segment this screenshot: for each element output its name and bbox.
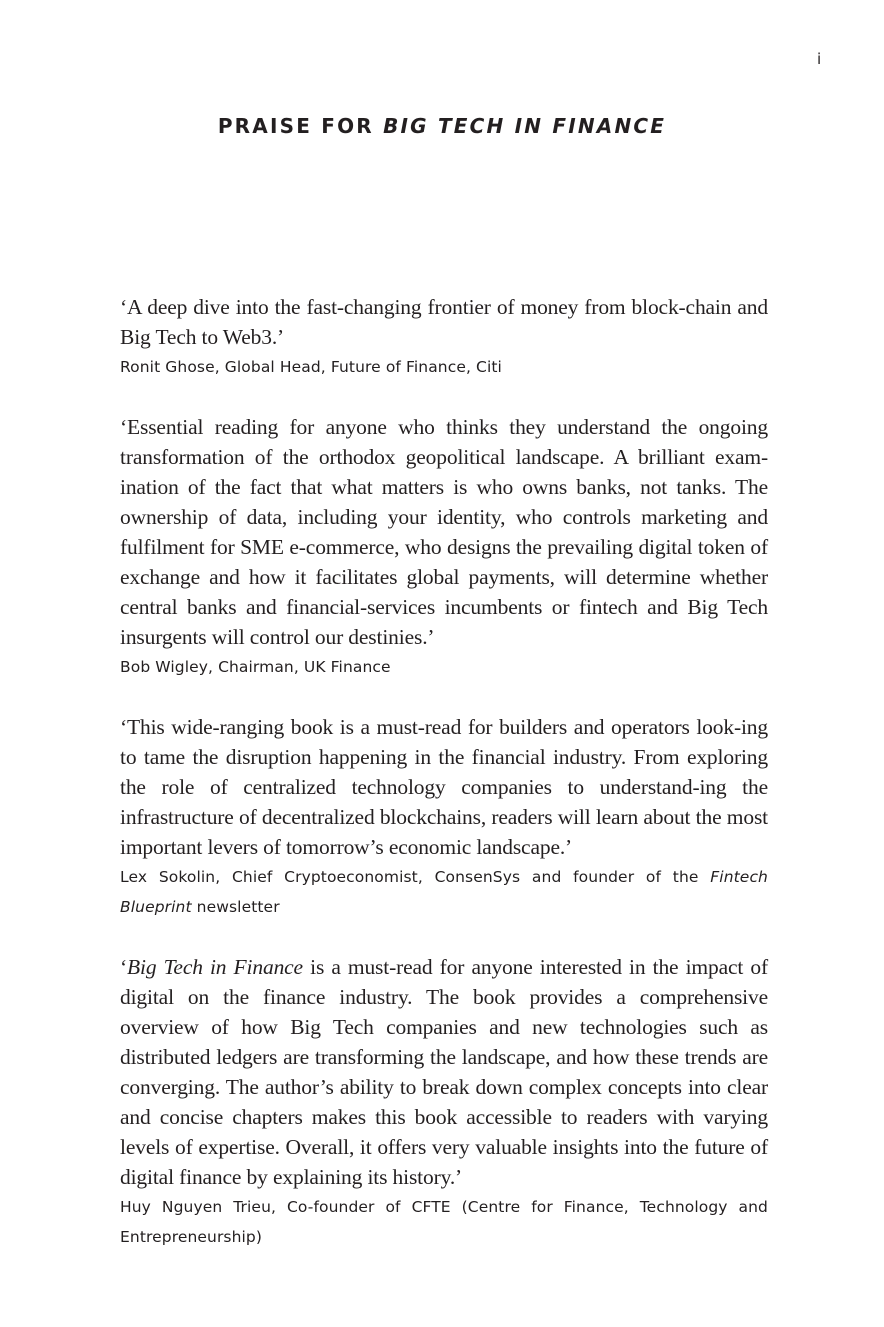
quote-text: ‘This wide-ranging book is a must-read for builders and operators look-ing to tame the disruption happening in the financial industry. From exploring the role of centralized technology companies to understand-ing the infrastructure of decentralized blockchains, readers will learn about the most important levers of tomorrow’s economic landscape.’ (120, 715, 768, 859)
quote-text-rest: is a must-read for anyone interested in the impact of digital on the finance industry. The book provides a comprehensive overview of how Big Tech companies and new technologies such as distributed ledgers are transforming the landscape, and how these trends are converging. The author’s ability to break down complex concepts into clear and concise chapters makes this book accessible to readers with varying levels of expertise. Overall, it offers very valuable insights into the future of digital finance by explaining its history.’ (120, 955, 768, 1189)
attribution-suffix: newsletter (191, 898, 280, 916)
attribution-prefix: Lex Sokolin, Chief Cryptoeconomist, ConsenSys and founder of the (120, 868, 711, 886)
quote-attribution: Huy Nguyen Trieu, Co-founder of CFTE (Centre for Finance, Technology and Entrepreneurship) (120, 1198, 768, 1246)
spacer (120, 922, 768, 952)
page-number: i (817, 50, 822, 68)
page-title-book: BIG TECH IN FINANCE (383, 114, 667, 138)
quote-text: ‘Essential reading for anyone who thinks they understand the ongoing transformation of the orthodox geopolitical landscape. A brilliant exam-ination of the fact that what matters is who owns banks, not tanks. The ownership of data, including your identity, who controls marketing and fulfilment for SME e-commerce, who designs the prevailing digital token of exchange and how it facilitates global payments, will determine whether central banks and financial-services incumbents or fintech and Big Tech insurgents will control our destinies.’ (120, 415, 768, 649)
quote-block (120, 712, 768, 922)
quote-text: ‘A deep dive into the fast-changing frontier of money from block-chain and Big Tech to Web3.’ (120, 295, 768, 349)
quote-block (120, 292, 768, 382)
spacer (120, 682, 768, 712)
praise-quotes (120, 292, 768, 1252)
quote-open-mark: ‘ (120, 955, 128, 979)
quote-block (120, 952, 768, 1252)
spacer (120, 382, 768, 412)
quote-text (120, 952, 768, 1192)
quote-attribution: Bob Wigley, Chairman, UK Finance (120, 658, 391, 676)
page-title-prefix: PRAISE FOR (217, 114, 384, 138)
quote-attribution (120, 862, 768, 922)
attribution-italic: Fintech Blueprint (120, 868, 768, 916)
book-title-italic: Big Tech in Finance (127, 955, 303, 979)
quote-block (120, 412, 768, 682)
page-title (0, 114, 884, 138)
quote-attribution: Ronit Ghose, Global Head, Future of Finance, Citi (120, 358, 502, 376)
